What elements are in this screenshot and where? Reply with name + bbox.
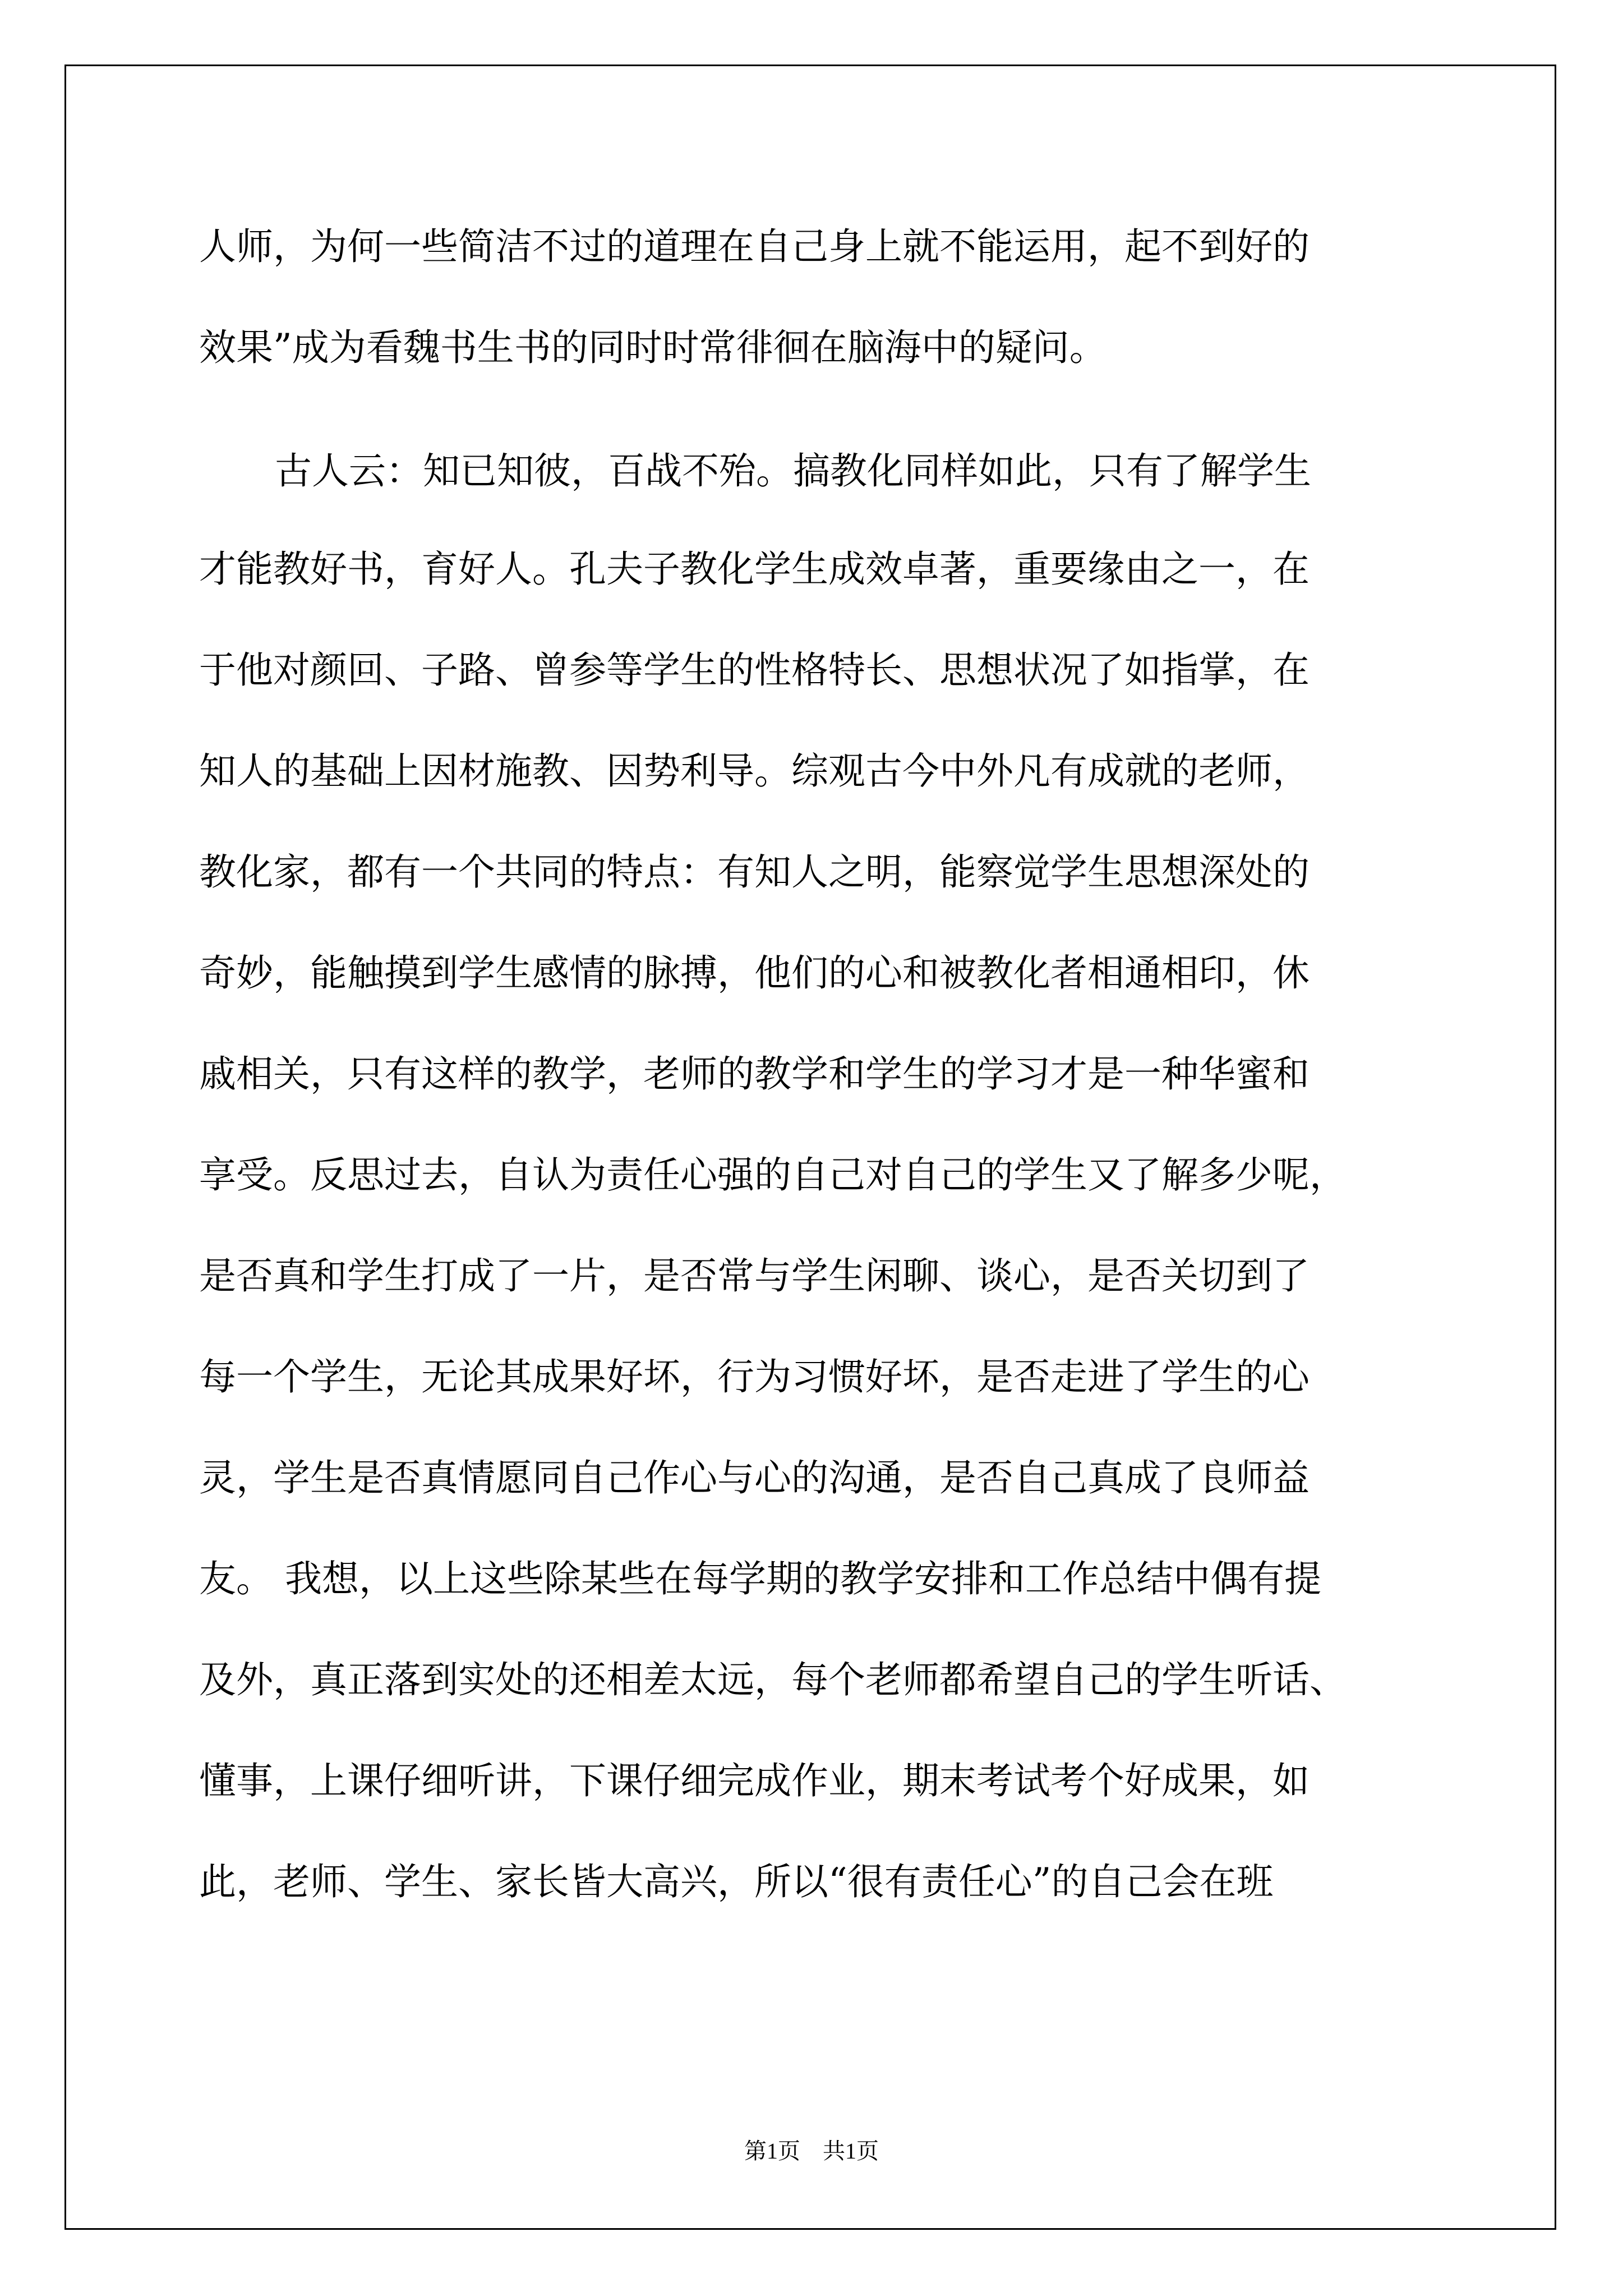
- text-line: 教化家，都有一个共同的特点：有知人之明，能察觉学生思想深处的: [199, 850, 1310, 894]
- text-line: 奇妙，能触摸到学生感情的脉搏，他们的心和被教化者相通相印，休: [199, 951, 1310, 995]
- text-line: 效果”成为看魏书生书的同时时常徘徊在脑海中的疑问。: [199, 326, 1106, 369]
- text-line: 灵，学生是否真情愿同自己作心与心的沟通，是否自己真成了良师益: [199, 1456, 1310, 1499]
- text-line: 于他对颜回、子路、曾参等学生的性格特长、思想状况了如指掌，在: [199, 648, 1310, 692]
- text-line: 古人云：知已知彼，百战不殆。搞教化同样如此，只有了解学生: [275, 449, 1311, 493]
- text-line: 享受。反思过去，自认为责任心强的自己对自己的学生又了解多少呢，: [199, 1153, 1347, 1197]
- page-footer: 第1页 共1页: [744, 2138, 879, 2164]
- text-line: 及外，真正落到实处的还相差太远，每个老师都希望自己的学生听话、: [199, 1658, 1347, 1701]
- text-line: 才能教好书，育好人。孔夫子教化学生成效卓著，重要缘由之一，在: [199, 547, 1310, 591]
- text-line: 友。 我想，以上这些除某些在每学期的教学安排和工作总结中偶有提: [199, 1557, 1321, 1600]
- text-line: 懂事，上课仔细听讲，下课仔细完成作业，期末考试考个好成果，如: [199, 1759, 1310, 1802]
- text-line: 戚相关，只有这样的教学，老师的教学和学生的学习才是一种华蜜和: [199, 1052, 1310, 1096]
- text-line: 是否真和学生打成了一片，是否常与学生闲聊、谈心，是否关切到了: [199, 1254, 1310, 1297]
- text-line: 此，老师、学生、家长皆大高兴，所以“很有责任心”的自己会在班: [199, 1860, 1274, 1903]
- text-line: 人师，为何一些简洁不过的道理在自己身上就不能运用，起不到好的: [199, 225, 1310, 268]
- text-line: 知人的基础上因材施教、因势利导。综观古今中外凡有成就的老师，: [199, 749, 1310, 793]
- text-line: 每一个学生，无论其成果好坏，行为习惯好坏，是否走进了学生的心: [199, 1355, 1310, 1398]
